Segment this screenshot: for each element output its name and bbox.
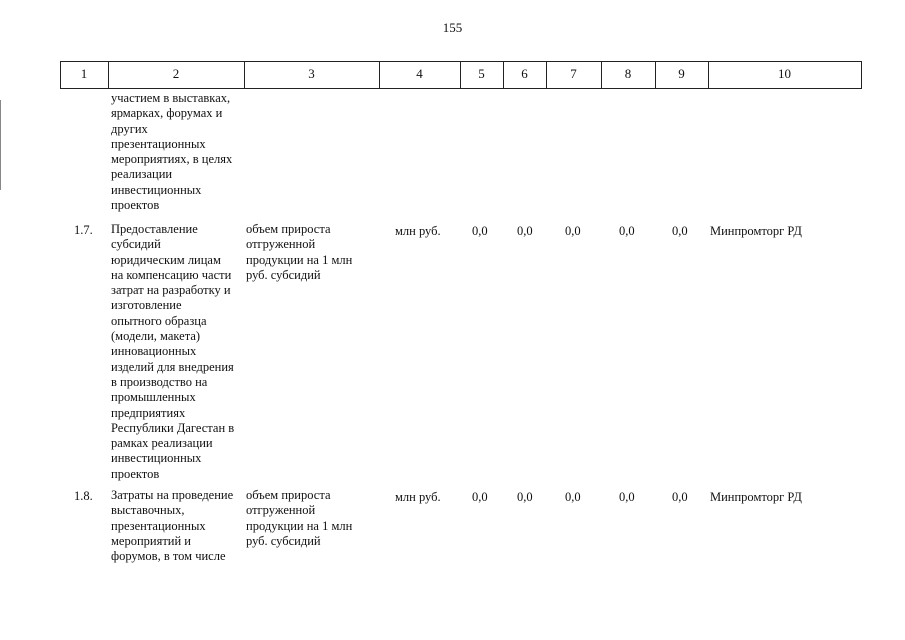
column-header: 8 bbox=[624, 66, 632, 81]
row-value: 0,0 bbox=[672, 224, 688, 238]
row-unit: млн руб. bbox=[395, 224, 441, 238]
row-executor: Минпромторг РД bbox=[710, 490, 802, 504]
row-executor: Минпромторг РД bbox=[710, 224, 802, 238]
row-name: Предоставление субсидий юридическим лицам на компенсацию части затрат на разработку и изготовление опытного образца (модели, макета) инновационных изделий для внедрения в производство на промышленных предприятиях Республики Дагестан в рамках реализации инвестиционных проектов bbox=[111, 222, 235, 481]
row-indicator: объем прироста отгруженной продукции на 1 млн руб. субсидий bbox=[246, 222, 353, 282]
row-value: 0,0 bbox=[565, 224, 581, 238]
column-header: 10 bbox=[778, 66, 791, 81]
row-value: 0,0 bbox=[619, 490, 635, 504]
row-name: Затраты на проведение выставочных, презентационных мероприятий и форумов, в том числе bbox=[111, 488, 234, 564]
table-header-bottom-border bbox=[60, 88, 862, 89]
column-header: 2 bbox=[172, 66, 180, 81]
header-divider bbox=[861, 61, 862, 89]
row-number: 1.7. bbox=[74, 223, 93, 237]
row-indicator: объем прироста отгруженной продукции на 1 млн руб. субсидий bbox=[246, 488, 353, 548]
column-header: 7 bbox=[570, 66, 577, 81]
row-value: 0,0 bbox=[619, 224, 635, 238]
continued-row-name: участием в выставках, ярмарках, форумах и других презентационных мероприятиях, в целях реализации инвестиционных проектов bbox=[111, 91, 233, 213]
column-header: 6 bbox=[521, 66, 528, 81]
row-value: 0,0 bbox=[472, 490, 488, 504]
row-value: 0,0 bbox=[472, 224, 488, 238]
page-number: 155 bbox=[442, 20, 463, 35]
column-header: 9 bbox=[678, 66, 685, 81]
row-unit: млн руб. bbox=[395, 490, 441, 504]
row-value: 0,0 bbox=[517, 224, 533, 238]
column-header: 4 bbox=[416, 66, 423, 81]
column-header: 5 bbox=[478, 66, 485, 81]
row-value: 0,0 bbox=[517, 490, 533, 504]
row-value: 0,0 bbox=[565, 490, 581, 504]
row-number: 1.8. bbox=[74, 489, 93, 503]
table-header-top-border bbox=[60, 61, 862, 62]
row-value: 0,0 bbox=[672, 490, 688, 504]
column-header: 3 bbox=[308, 66, 315, 81]
scan-edge-mark bbox=[0, 100, 1, 190]
column-header: 1 bbox=[80, 66, 88, 81]
